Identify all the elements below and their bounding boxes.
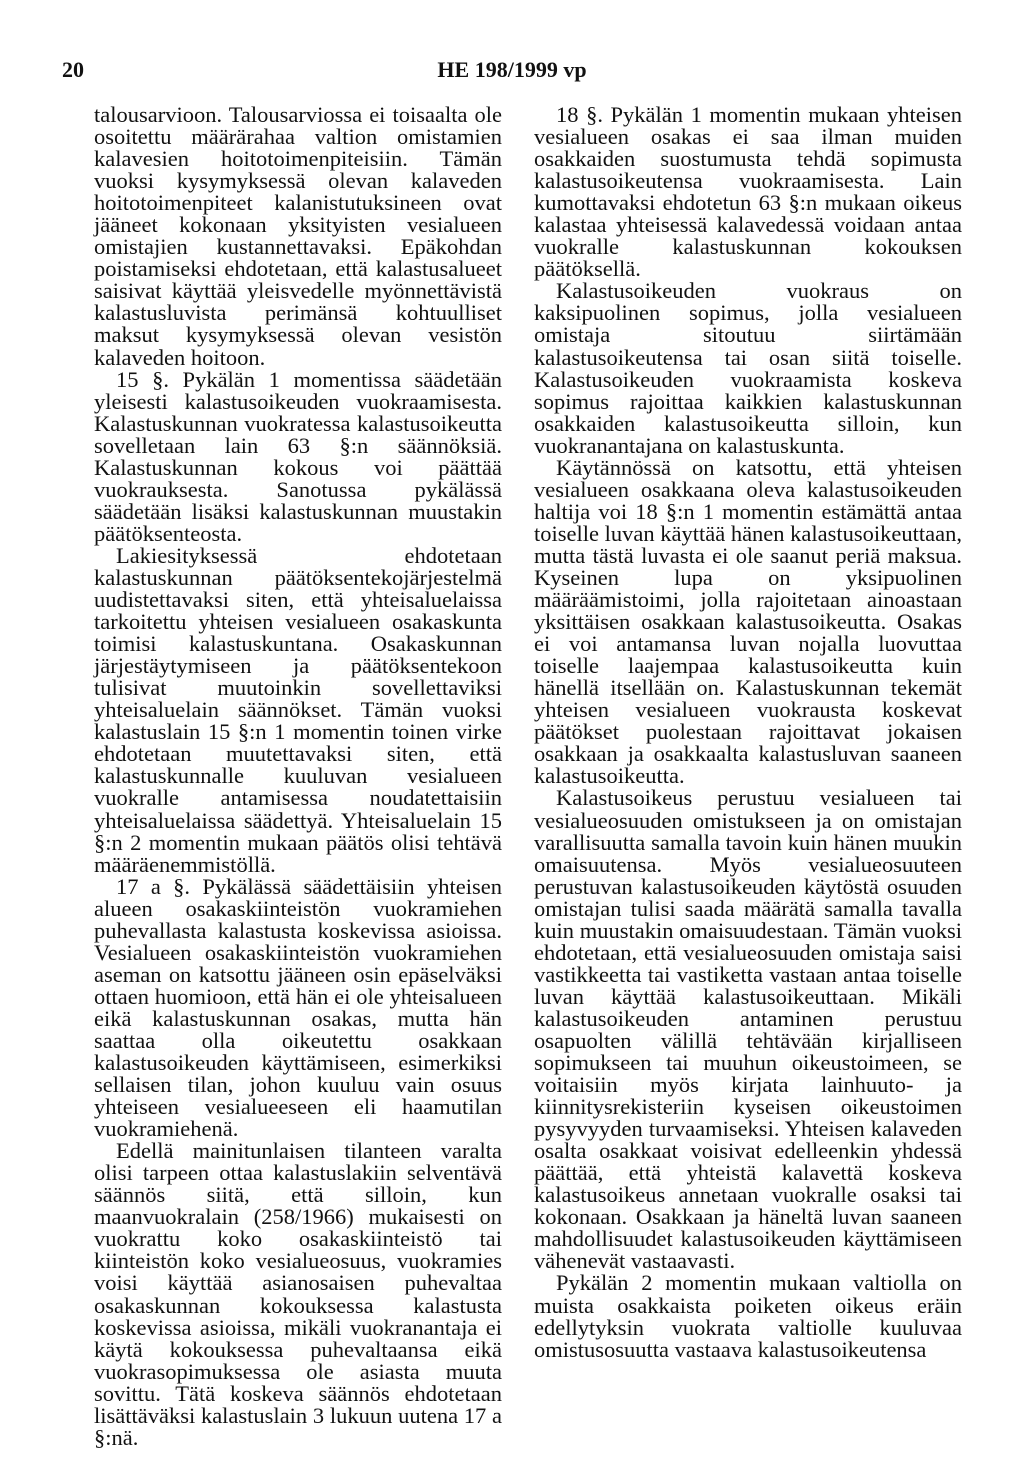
- paragraph: Kalastusoikeuden vuokraus on kaksipuolinen sopimus, jolla vesialueen omistaja sitoutuu siirtämään kalastusoikeutensa tai osan siitä toiselle. Kalastusoikeuden vuokraamista koskeva sopimus rajoittaa kaikkien kalastuskunnan osakkaiden kalastusoikeutta silloin, kun vuokranantajana on kalastuskunta.: [534, 278, 962, 458]
- paragraph: Lakiesityksessä ehdotetaan kalastuskunnan päätöksentekojärjestelmä uudistettavaksi siten, että yhteisaluelaissa tarkoitettu yhteisen vesialueen osakaskunta toimisi kalastuskuntana. Osakaskunnan järjestäytymiseen ja päätöksentekoon tulisivat muutoinkin sovellettaviksi yhteisaluelain säännökset. Tämän vuoksi kalastuslain 15 §:n 1 momentin toinen virke ehdotetaan muutettavaksi siten, että kalastuskunnalle kuuluvan vesialueen vuokralle antamisessa noudatettaisiin yhteisaluelaissa säädettyä. Yhteisaluelain 15 §:n 2 momentin mukaan päätös olisi tehtävä määräenemmistöllä.: [94, 542, 502, 877]
- right-column: [534, 104, 962, 1361]
- paragraph: Käytännössä on katsottu, että yhteisen vesialueen osakkaana oleva kalastusoikeuden haltija voi 18 §:n 1 momentin estämättä antaa toiselle luvan käyttää hänen kalastusoikeuttaan, mutta tästä luvasta ei ole saanut periä maksua. Kyseinen lupa on yksipuolinen määräämistoimi, jolla rajoitetaan ainoastaan yksittäisen osakkaan kalastusoikeutta. Osakas ei voi antamansa luvan nojalla luovuttaa toiselle laajempaa kalastusoikeutta kuin hänellä itsellään on. Kalastuskunnan tekemät yhteisen vesialueen vuokrausta koskevat päätökset puolestaan rajoittavat jokaisen osakkaan ja osakkaalta kalastusluvan saaneen kalastusoikeutta.: [534, 454, 962, 789]
- paragraph: 18 §. Pykälän 1 momentin mukaan yhteisen vesialueen osakas ei saa ilman muiden osakkaiden suostumusta tehdä sopimusta kalastusoikeutensa vuokraamisesta. Lain kumottavaksi ehdotetun 63 §:n mukaan oikeus kalastaa yhteisessä kalavedessä voidaan antaa vuokralle kalastuskunnan kokouksen päätöksellä.: [534, 102, 962, 282]
- running-head: HE 198/1999 vp: [437, 57, 587, 82]
- paragraph: Pykälän 2 momentin mukaan valtiolla on muista osakkaista poiketen oikeus eräin edellytyksin vuokrata valtiolle kuuluvaa omistusosuutta vastaava kalastusoikeutensa: [534, 1270, 962, 1362]
- paragraph: Edellä mainitunlaisen tilanteen varalta olisi tarpeen ottaa kalastuslakiin selventävä säännös siitä, että silloin, kun maanvuokralain (258/1966) mukaisesti on vuokrattu koko osakaskiinteistö tai kiinteistön koko vesialueosuus, vuokramies voisi käyttää asianosaisen puhevaltaa osakaskunnan kokouksessa kalastusta koskevissa asioissa, mikäli vuokranantaja ei käytä kokouksessa puhevaltaansa eikä vuokrasopimuksessa ole asiasta muuta sovittu. Tätä koskeva säännös ehdotetaan lisättäväksi kalastuslain 3 lukuun uutena 17 a §:nä.: [94, 1138, 502, 1450]
- page-number: 20: [62, 57, 84, 82]
- paragraph: 15 §. Pykälän 1 momentissa säädetään yleisesti kalastusoikeuden vuokraamisesta. Kalastuskunnan vuokratessa kalastusoikeutta sovelletaan lain 63 §:n säännöksiä. Kalastuskunnan kokous voi päättää vuokrauksesta. Sanotussa pykälässä säädetään lisäksi kalastuskunnan muustakin päätöksenteosta.: [94, 366, 502, 546]
- left-column: [94, 104, 502, 1449]
- paragraph: talousarvioon. Talousarviossa ei toisaalta ole osoitettu määrärahaa valtion omistamien kalavesien hoitotoimenpiteisiin. Tämän vuoksi kysymyksessä olevan kalaveden hoitotoimenpiteet kalanistutuksineen ovat jääneet kokonaan yksityisten vesialueen omistajien kustannettavaksi. Epäkohdan poistamiseksi ehdotetaan, että kalastusalueet saisivat käyttää yleisvedelle myönnettävistä kalastusluvista perimänsä kohtuulliset maksut kysymyksessä olevan vesistön kalaveden hoitoon.: [94, 102, 502, 370]
- paragraph: Kalastusoikeus perustuu vesialueen tai vesialueosuuden omistukseen ja on omistajan varallisuutta samalla tavoin kuin hänen muukin omaisuutensa. Myös vesialueosuuteen perustuvan kalastusoikeuden käytöstä osuuden omistajan tulisi saada määrätä samalla tavalla kuin muustakin omaisuudestaan. Tämän vuoksi ehdotetaan, että vesialueosuuden omistaja saisi vastikkeetta tai vastiketta vastaan antaa toiselle luvan käyttää kalastusoikeuttaan. Mikäli kalastusoikeuden antaminen perustuu osapuolten välillä tehtävään kirjalliseen sopimukseen tai muuhun oikeustoimeen, se voitaisiin myös kirjata lainhuuto- ja kiinnitysrekisteriin kyseisen oikeustoimen pysyvyyden turvaamiseksi. Yhteisen kalaveden osalta osakkaat voisivat edelleenkin yhdessä päättää, että yhteistä kalavettä koskeva kalastusoikeus annetaan vuokralle osaksi tai kokonaan. Osakkaan ja häneltä luvan saaneen mahdollisuudet kalastusoikeuden käyttämiseen vähenevät vastaavasti.: [534, 785, 962, 1274]
- paragraph: 17 a §. Pykälässä säädettäisiin yhteisen alueen osakaskiinteistön vuokramiehen puhevallasta kalastusta koskevissa asioissa. Vesialueen osakaskiinteistön vuokramiehen aseman on katsottu jääneen osin epäselväksi ottaen huomioon, että hän ei ole yhteisalueen eikä kalastuskunnan osakas, mutta hän saattaa olla oikeutettu osakkaan kalastusoikeuden käyttämiseen, esimerkiksi sellaisen tilan, johon kuuluu vain osuus yhteiseen vesialueeseen eli haamutilan vuokramiehenä.: [94, 873, 502, 1142]
